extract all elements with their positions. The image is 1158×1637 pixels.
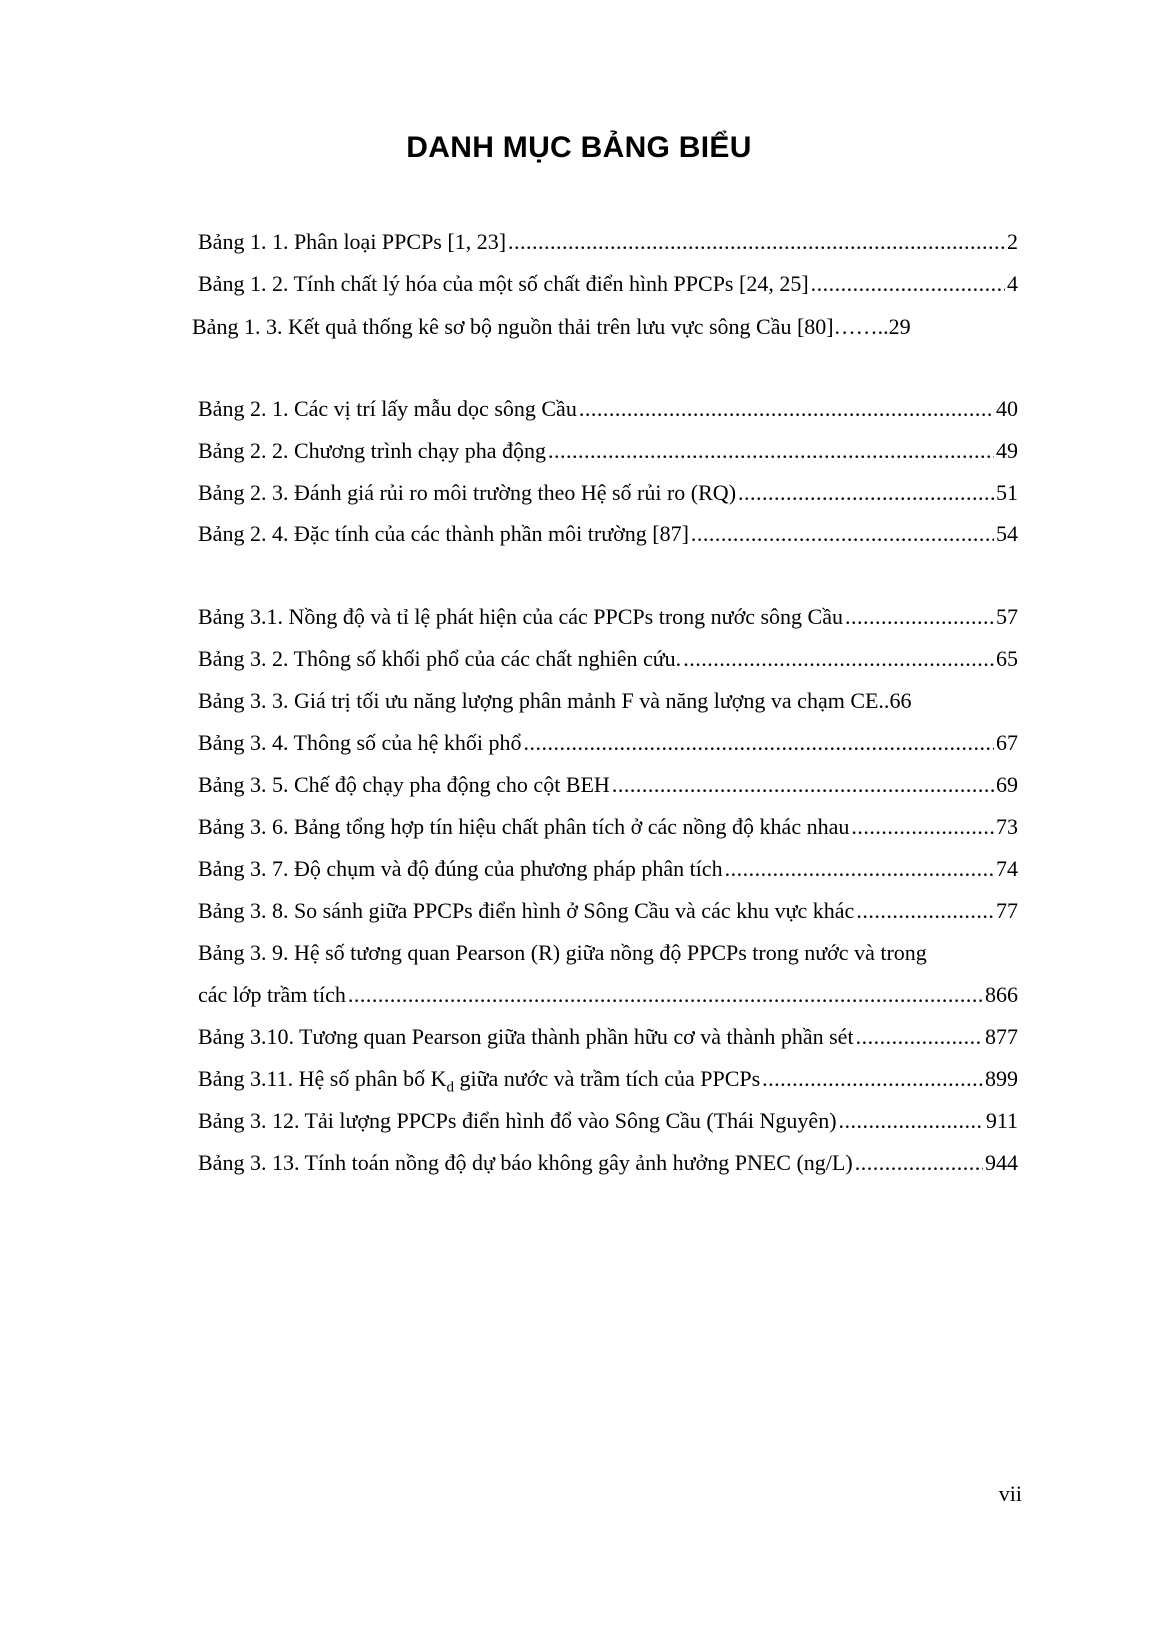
- toc-entry: [198, 393, 1018, 425]
- toc-entry-label: Bảng 3. 13. Tính toán nồng độ dự báo không gây ảnh hưởng PNEC (ng/L): [198, 1150, 853, 1175]
- toc-entry-label: Bảng 1. 1. Phân loại PPCPs [1, 23]: [198, 229, 507, 254]
- toc-entry-label: Bảng 3. 3. Giá trị tối ưu năng lượng phân mảnh F và năng lượng va chạm CE..: [198, 688, 890, 713]
- dot-leader: [508, 226, 1005, 258]
- toc-entry-page: 77: [996, 898, 1018, 923]
- toc-entry-page: 877: [985, 1024, 1018, 1049]
- dot-leader: [683, 643, 994, 675]
- label-text: giữa nước và trầm tích của PPCPs: [454, 1066, 761, 1091]
- dot-leader: [548, 435, 994, 467]
- toc-entry-label: Bảng 3. 9. Hệ số tương quan Pearson (R) giữa nồng độ PPCPs trong nước và trong: [198, 940, 927, 965]
- toc-entry-label: Bảng 3. 5. Chế độ chạy pha động cho cột BEH: [198, 772, 610, 797]
- toc-entry-page: 73: [996, 814, 1018, 839]
- toc-entry: [198, 1021, 1018, 1053]
- toc-entry-page: 57: [996, 604, 1018, 629]
- page-title: DANH MỤC BẢNG BIỂU: [406, 131, 752, 164]
- toc-entry-page: 2: [1007, 229, 1018, 254]
- toc-entry-label: các lớp trầm tích: [198, 982, 346, 1007]
- toc-entry-label: Bảng 1. 2. Tính chất lý hóa của một số chất điển hình PPCPs [24, 25]: [198, 271, 809, 296]
- toc-entry-label: Bảng 3. 6. Bảng tổng hợp tín hiệu chất phân tích ở các nồng độ khác nhau: [198, 814, 850, 839]
- toc-entry-page: 911: [985, 1108, 1018, 1133]
- dot-leader: [845, 601, 994, 633]
- dot-leader: [579, 393, 994, 425]
- toc-entry-label: Bảng 2. 3. Đánh giá rủi ro môi trường theo Hệ số rủi ro (RQ): [198, 480, 737, 505]
- toc-entry-label: Bảng 1. 3. Kết quả thống kê sơ bộ nguồn thải trên lưu vực sông Cầu [80]……..: [192, 314, 889, 339]
- toc-entry: [198, 1105, 1018, 1137]
- toc-entry-page: 54: [996, 521, 1018, 546]
- toc-entry-page: 65: [996, 646, 1018, 671]
- toc-entry-page: 67: [996, 730, 1018, 755]
- toc-entry-page: 49: [996, 438, 1018, 463]
- toc-entry: [198, 643, 1018, 675]
- toc-entry-label: Bảng 3. 4. Thông số của hệ khối phổ: [198, 730, 522, 755]
- toc-entry-label: Bảng 2. 2. Chương trình chạy pha động: [198, 438, 547, 463]
- dot-leader: [811, 268, 1005, 300]
- toc-entry: [198, 769, 1018, 801]
- toc-entry-page: 866: [985, 982, 1018, 1007]
- toc-entry-page: 29: [888, 314, 911, 339]
- dot-leader: [762, 1063, 983, 1095]
- dot-leader: [839, 1105, 984, 1137]
- toc-entry-label: Bảng 3. 2. Thông số khối phổ của các chất nghiên cứu.: [198, 646, 682, 671]
- toc-entry: [198, 601, 1018, 633]
- dot-leader: [851, 811, 994, 843]
- toc-entry-label: Bảng 3. 8. So sánh giữa PPCPs điển hình ở Sông Cầu và các khu vực khác: [198, 898, 855, 923]
- label-text: Bảng 3.11. Hệ số phân bố K: [198, 1066, 447, 1091]
- toc-entry: [198, 518, 1018, 550]
- toc-entry: [198, 268, 1018, 300]
- toc-entry: [198, 685, 1018, 717]
- dot-leader: [856, 895, 994, 927]
- subscript-d: d: [446, 1079, 454, 1096]
- dot-leader: [612, 769, 994, 801]
- toc-entry-label: Bảng 2. 4. Đặc tính của các thành phần môi trường [87]: [198, 521, 689, 546]
- dot-leader: [738, 477, 994, 509]
- toc-entry-page: 944: [985, 1150, 1018, 1175]
- toc-entry-label: Bảng 2. 1. Các vị trí lấy mẫu dọc sông Cầu: [198, 396, 577, 421]
- toc-entry-page: 66: [889, 688, 912, 713]
- dot-leader: [856, 1021, 983, 1053]
- toc-entry-label: [198, 1063, 760, 1103]
- toc-entry: [198, 226, 1018, 258]
- toc-entry: [198, 727, 1018, 759]
- toc-entry: [198, 435, 1018, 467]
- page-number: vii: [998, 1481, 1022, 1506]
- toc-entry: [198, 1147, 1018, 1179]
- dot-leader: [348, 979, 983, 1011]
- toc-entry: [198, 895, 1018, 927]
- dot-leader: [691, 518, 994, 550]
- dot-leader: [725, 853, 994, 885]
- toc-entry: [198, 1063, 1018, 1095]
- toc-entry: [198, 937, 1018, 969]
- dot-leader: [855, 1147, 983, 1179]
- toc-entry-page: 899: [985, 1066, 1018, 1091]
- toc-entry: [198, 853, 1018, 885]
- toc-entry-label: Bảng 3.10. Tương quan Pearson giữa thành phần hữu cơ và thành phần sét: [198, 1024, 854, 1049]
- toc-entry-page: 51: [996, 480, 1018, 505]
- toc-entry: [198, 477, 1018, 509]
- toc-entry-label: Bảng 3. 7. Độ chụm và độ đúng của phương pháp phân tích: [198, 856, 723, 881]
- dot-leader: [523, 727, 994, 759]
- toc-entry: [198, 811, 1018, 843]
- toc-entry: [192, 311, 1020, 343]
- toc-entry-label: Bảng 3.1. Nồng độ và tỉ lệ phát hiện của các PPCPs trong nước sông Cầu: [198, 604, 843, 629]
- toc-entry-continuation: [198, 979, 1018, 1011]
- toc-entry-page: 4: [1007, 271, 1018, 296]
- toc-entry-page: 69: [996, 772, 1018, 797]
- toc-entry-page: 74: [996, 856, 1018, 881]
- toc-entry-page: 40: [996, 396, 1018, 421]
- toc-entry-label: Bảng 3. 12. Tải lượng PPCPs điển hình đổ vào Sông Cầu (Thái Nguyên): [198, 1108, 837, 1133]
